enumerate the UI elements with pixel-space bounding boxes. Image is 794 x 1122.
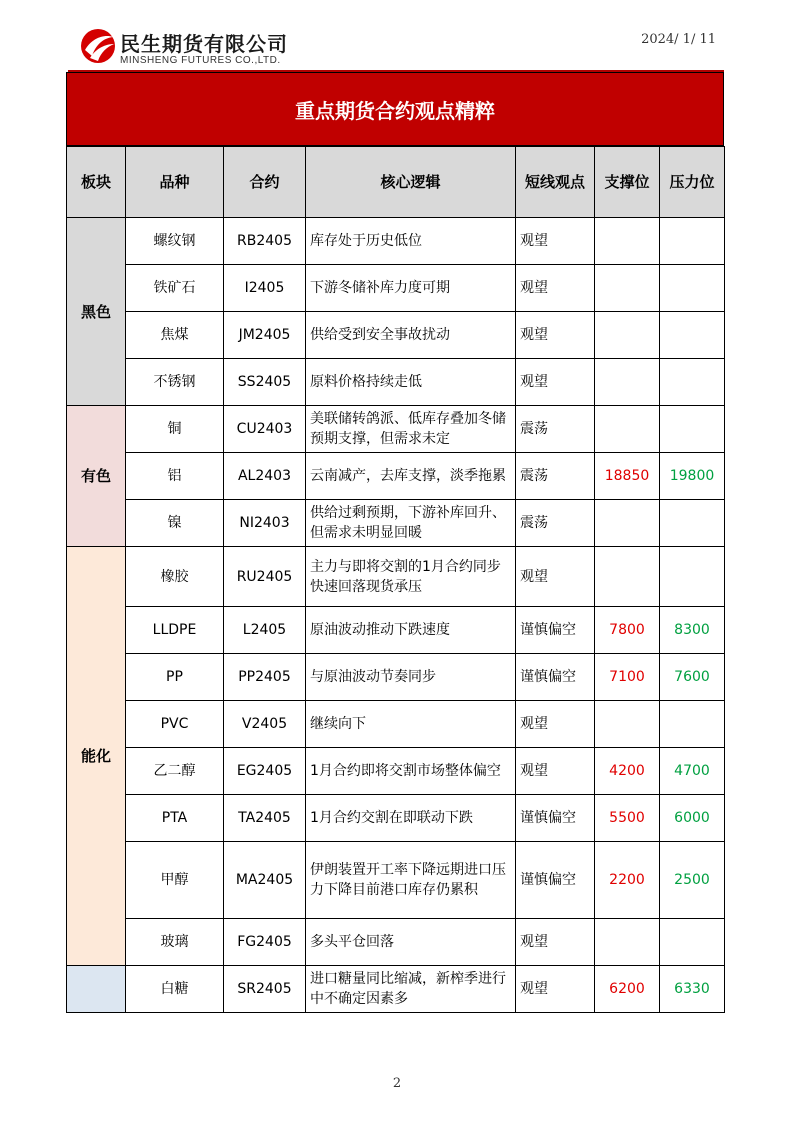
logic-cell: 供给受到安全事故扰动 <box>306 312 516 359</box>
view-cell: 观望 <box>516 966 595 1013</box>
support-cell <box>595 218 660 265</box>
table-row <box>67 453 725 500</box>
variety-cell: 镍 <box>126 500 224 547</box>
logic-cell: 原油波动推动下跌速度 <box>306 607 516 654</box>
variety-cell: 铜 <box>126 406 224 453</box>
table-row <box>67 966 725 1013</box>
table-row <box>67 547 725 607</box>
table-body <box>67 218 725 1013</box>
resistance-cell <box>660 406 725 453</box>
contract-cell: JM2405 <box>224 312 306 359</box>
variety-cell: 铝 <box>126 453 224 500</box>
support-cell <box>595 406 660 453</box>
variety-cell: 铁矿石 <box>126 265 224 312</box>
table-row <box>67 842 725 919</box>
column-header: 核心逻辑 <box>306 147 516 218</box>
page-header <box>0 0 794 72</box>
company-name-cn: 民生期货有限公司 <box>120 32 288 56</box>
contract-cell: NI2403 <box>224 500 306 547</box>
futures-table-container <box>66 72 724 1013</box>
variety-cell: PP <box>126 654 224 701</box>
resistance-cell: 6000 <box>660 795 725 842</box>
view-cell: 谨慎偏空 <box>516 607 595 654</box>
resistance-cell <box>660 500 725 547</box>
logic-cell: 进口糖量同比缩减，新榨季进行中不确定因素多 <box>306 966 516 1013</box>
view-cell: 谨慎偏空 <box>516 842 595 919</box>
sector-cell: 有色 <box>67 406 126 547</box>
view-cell: 观望 <box>516 547 595 607</box>
page-number: 2 <box>392 1076 402 1091</box>
table-header-row <box>67 147 725 218</box>
contract-cell: SR2405 <box>224 966 306 1013</box>
table-row <box>67 359 725 406</box>
view-cell: 观望 <box>516 701 595 748</box>
column-header: 板块 <box>67 147 126 218</box>
table-row <box>67 701 725 748</box>
table-row <box>67 748 725 795</box>
contract-cell: CU2403 <box>224 406 306 453</box>
report-date: 2024/ 1/ 11 <box>641 32 716 47</box>
view-cell: 观望 <box>516 265 595 312</box>
resistance-cell: 4700 <box>660 748 725 795</box>
support-cell: 18850 <box>595 453 660 500</box>
support-cell <box>595 919 660 966</box>
contract-cell: RU2405 <box>224 547 306 607</box>
table-banner-title: 重点期货合约观点精粹 <box>66 72 724 146</box>
logic-cell: 库存处于历史低位 <box>306 218 516 265</box>
view-cell: 谨慎偏空 <box>516 795 595 842</box>
support-cell: 7100 <box>595 654 660 701</box>
contract-cell: PP2405 <box>224 654 306 701</box>
view-cell: 震荡 <box>516 406 595 453</box>
logic-cell: 主力与即将交割的1月合约同步快速回落现货承压 <box>306 547 516 607</box>
logic-cell: 原料价格持续走低 <box>306 359 516 406</box>
variety-cell: PVC <box>126 701 224 748</box>
support-cell <box>595 547 660 607</box>
table-row <box>67 795 725 842</box>
table-row <box>67 265 725 312</box>
sector-cell: 能化 <box>67 547 126 966</box>
variety-cell: 甲醇 <box>126 842 224 919</box>
resistance-cell <box>660 218 725 265</box>
contract-cell: FG2405 <box>224 919 306 966</box>
resistance-cell <box>660 312 725 359</box>
support-cell <box>595 265 660 312</box>
minsheng-logo-icon <box>80 28 116 64</box>
resistance-cell <box>660 919 725 966</box>
resistance-cell: 2500 <box>660 842 725 919</box>
column-header: 支撑位 <box>595 147 660 218</box>
company-logo <box>80 26 320 72</box>
variety-cell: 螺纹钢 <box>126 218 224 265</box>
contract-cell: AL2403 <box>224 453 306 500</box>
resistance-cell <box>660 547 725 607</box>
view-cell: 观望 <box>516 312 595 359</box>
table-row <box>67 312 725 359</box>
variety-cell: 乙二醇 <box>126 748 224 795</box>
logic-cell: 多头平仓回落 <box>306 919 516 966</box>
support-cell: 2200 <box>595 842 660 919</box>
logic-cell: 1月合约交割在即联动下跌 <box>306 795 516 842</box>
contract-cell: L2405 <box>224 607 306 654</box>
table-row <box>67 919 725 966</box>
contract-cell: V2405 <box>224 701 306 748</box>
support-cell: 6200 <box>595 966 660 1013</box>
column-header: 短线观点 <box>516 147 595 218</box>
variety-cell: 玻璃 <box>126 919 224 966</box>
support-cell: 4200 <box>595 748 660 795</box>
resistance-cell: 6330 <box>660 966 725 1013</box>
variety-cell: 白糖 <box>126 966 224 1013</box>
column-header: 合约 <box>224 147 306 218</box>
logic-cell: 伊朗装置开工率下降远期进口压力下降目前港口库存仍累积 <box>306 842 516 919</box>
column-header: 压力位 <box>660 147 725 218</box>
view-cell: 观望 <box>516 919 595 966</box>
logic-cell: 供给过剩预期，下游补库回升、但需求未明显回暖 <box>306 500 516 547</box>
support-cell <box>595 359 660 406</box>
view-cell: 观望 <box>516 748 595 795</box>
resistance-cell <box>660 265 725 312</box>
sector-cell: 黑色 <box>67 218 126 406</box>
view-cell: 震荡 <box>516 453 595 500</box>
resistance-cell: 8300 <box>660 607 725 654</box>
variety-cell: 橡胶 <box>126 547 224 607</box>
variety-cell: LLDPE <box>126 607 224 654</box>
sector-cell <box>67 966 126 1013</box>
column-header: 品种 <box>126 147 224 218</box>
support-cell <box>595 701 660 748</box>
resistance-cell: 7600 <box>660 654 725 701</box>
table-row <box>67 607 725 654</box>
contract-cell: TA2405 <box>224 795 306 842</box>
contract-cell: EG2405 <box>224 748 306 795</box>
view-cell: 谨慎偏空 <box>516 654 595 701</box>
view-cell: 观望 <box>516 218 595 265</box>
view-cell: 震荡 <box>516 500 595 547</box>
logic-cell: 继续向下 <box>306 701 516 748</box>
table-row <box>67 500 725 547</box>
logic-cell: 美联储转鸽派、低库存叠加冬储预期支撑，但需求未定 <box>306 406 516 453</box>
table-row <box>67 406 725 453</box>
resistance-cell <box>660 359 725 406</box>
contract-cell: RB2405 <box>224 218 306 265</box>
table-row <box>67 654 725 701</box>
support-cell <box>595 500 660 547</box>
resistance-cell: 19800 <box>660 453 725 500</box>
company-name-en: MINSHENG FUTURES CO.,LTD. <box>120 55 281 66</box>
contract-cell: SS2405 <box>224 359 306 406</box>
support-cell: 5500 <box>595 795 660 842</box>
table-row <box>67 218 725 265</box>
support-cell <box>595 312 660 359</box>
logic-cell: 1月合约即将交割市场整体偏空 <box>306 748 516 795</box>
variety-cell: 焦煤 <box>126 312 224 359</box>
contract-cell: MA2405 <box>224 842 306 919</box>
futures-views-table <box>66 146 725 1013</box>
variety-cell: PTA <box>126 795 224 842</box>
contract-cell: I2405 <box>224 265 306 312</box>
resistance-cell <box>660 701 725 748</box>
logic-cell: 云南减产，去库支撑，淡季拖累 <box>306 453 516 500</box>
logic-cell: 与原油波动节奏同步 <box>306 654 516 701</box>
variety-cell: 不锈钢 <box>126 359 224 406</box>
logic-cell: 下游冬储补库力度可期 <box>306 265 516 312</box>
support-cell: 7800 <box>595 607 660 654</box>
view-cell: 观望 <box>516 359 595 406</box>
